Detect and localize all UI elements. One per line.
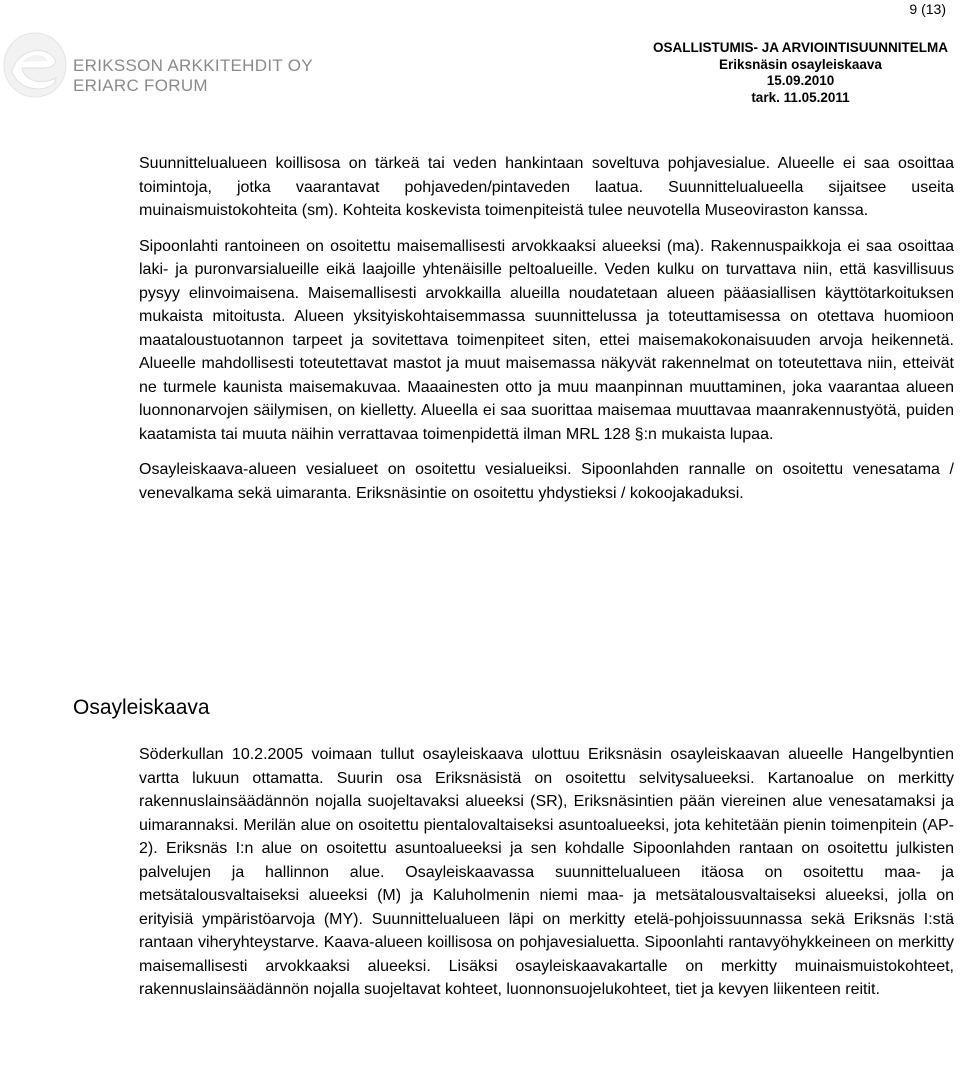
document-type: OSALLISTUMIS- JA ARVIOINTISUUNNITELMA	[652, 40, 948, 55]
company-logo	[0, 28, 313, 100]
project-name: Eriksnäsin osayleiskaava	[719, 56, 882, 72]
logo-line-1: ERIKSSON ARKKITEHDIT OY	[73, 56, 313, 75]
page-number: 9 (13)	[909, 1, 946, 17]
body-text	[139, 152, 954, 517]
paragraph: Osayleiskaava-alueen vesialueet on osoitettu vesialueiksi. Sipoonlahden rannalle on osoitettu venesatama / venevalkama sekä uimaranta. Eriksnäsintie on osoitettu yhdystieksi / kokoojakaduksi.	[139, 461, 954, 502]
e-logo-icon	[0, 28, 70, 100]
paragraph: Söderkullan 10.2.2005 voimaan tullut osayleiskaava ulottuu Eriksnäsin osayleiskaavan alueelle Hangelbyntien vartta lukuun ottamatta. Suurin osa Eriksnäsistä on osoitettu selvitysalueeksi. Kartanoalue on merkitty rakennuslainsäädännön nojalla suojeltavaksi alueeksi (SR), Eriksnäsintien pään viereinen alue venesatamaksi ja uimarannaksi. Merilän alue on osoitettu pientalovaltaiseksi asuntoalueeksi, jota kehitetään pienin toimenpitein (AP-2). Eriksnäs I:n alue on osoitettu asuntoalueeksi ja sen kohdalle Sipoonlahden rantaan on osoitettu julkisten palvelujen ja hallinnon alue. Osayleiskaavassa suunnittelualueen itäosa on osoitettu maa- ja metsätalousvaltaiseksi alueeksi (M) ja Kaluholmenin niemi maa- ja metsätalousvaltaiseksi alueeksi, jolla on erityisiä ympäristöarvoja (MY). Suunnittelualueen läpi on merkitty etelä-pohjoissuunnassa sekä Eriksnäs I:stä rantaan viheryhteystarve. Kaava-alueen koillisosa on pohjavesialuetta. Sipoonlahti rantavyöhykkeineen on merkitty maisemallisesti arvokkaaksi alueeksi. Lisäksi osayleiskaavakartalle on merkitty muinaismuistokohteet, rakennuslainsäädännön nojalla suojeltavat kohteet, luonnonsuojelukohteet, tiet ja kevyen liikenteen reitit.	[139, 746, 954, 998]
section-heading: Osayleiskaava	[73, 696, 210, 719]
section-body	[139, 743, 954, 1014]
revision-date: tark. 11.05.2011	[751, 89, 850, 105]
paragraph: Suunnittelualueen koillisosa on tärkeä tai veden hankintaan soveltuva pohjavesialue. Alueelle ei saa osoittaa toimintoja, jotka vaarantavat pohjaveden/pintaveden laatua. Suunnittelualueella sijaitsee useita muinaismuistokohteita (sm). Kohteita koskevista toimenpiteistä tulee neuvotella Museoviraston kanssa.	[139, 155, 954, 219]
document-date: 15.09.2010	[766, 73, 835, 88]
document-header-info	[653, 40, 948, 106]
paragraph: Sipoonlahti rantoineen on osoitettu maisemallisesti arvokkaaksi alueeksi (ma). Rakennuspaikkoja ei saa osoittaa laki- ja puronvarsialueille eikä laajoille yhtenäisille peltoalueille. Veden kulku on turvattava niin, että kasvillisuus pysyy elinvoimaisena. Maisemallisesti arvokkailla alueilla noudatetaan alueen pääasiallisen käyttötarkoituksen mukaista mitoitusta. Alueen yksityiskohtaisemmassa suunnittelussa ja toteuttamisessa on otettava huomioon maataloustuotannon tarpeet ja sovitettava toimenpiteet siten, ettei maisemakokonaisuuden arvoja heikennetä. Alueelle mahdollisesti toteutettavat mastot ja muut maisemassa näkyvät rakennelmat on toteutettava niin, etteivät ne turmele kaunista maisemakuvaa. Maaainesten otto ja muu maanpinnan muuttaminen, joka vaarantaa alueen luonnonarvojen säilymisen, on kielletty. Alueella ei saa suorittaa maisemaa muuttavaa maanrakennustyötä, puiden kaatamista tai muuta näihin verrattavaa toimenpidettä ilman MRL 128 §:n mukaista lupaa.	[139, 237, 954, 443]
logo-line-2: ERIARC FORUM	[73, 76, 208, 95]
